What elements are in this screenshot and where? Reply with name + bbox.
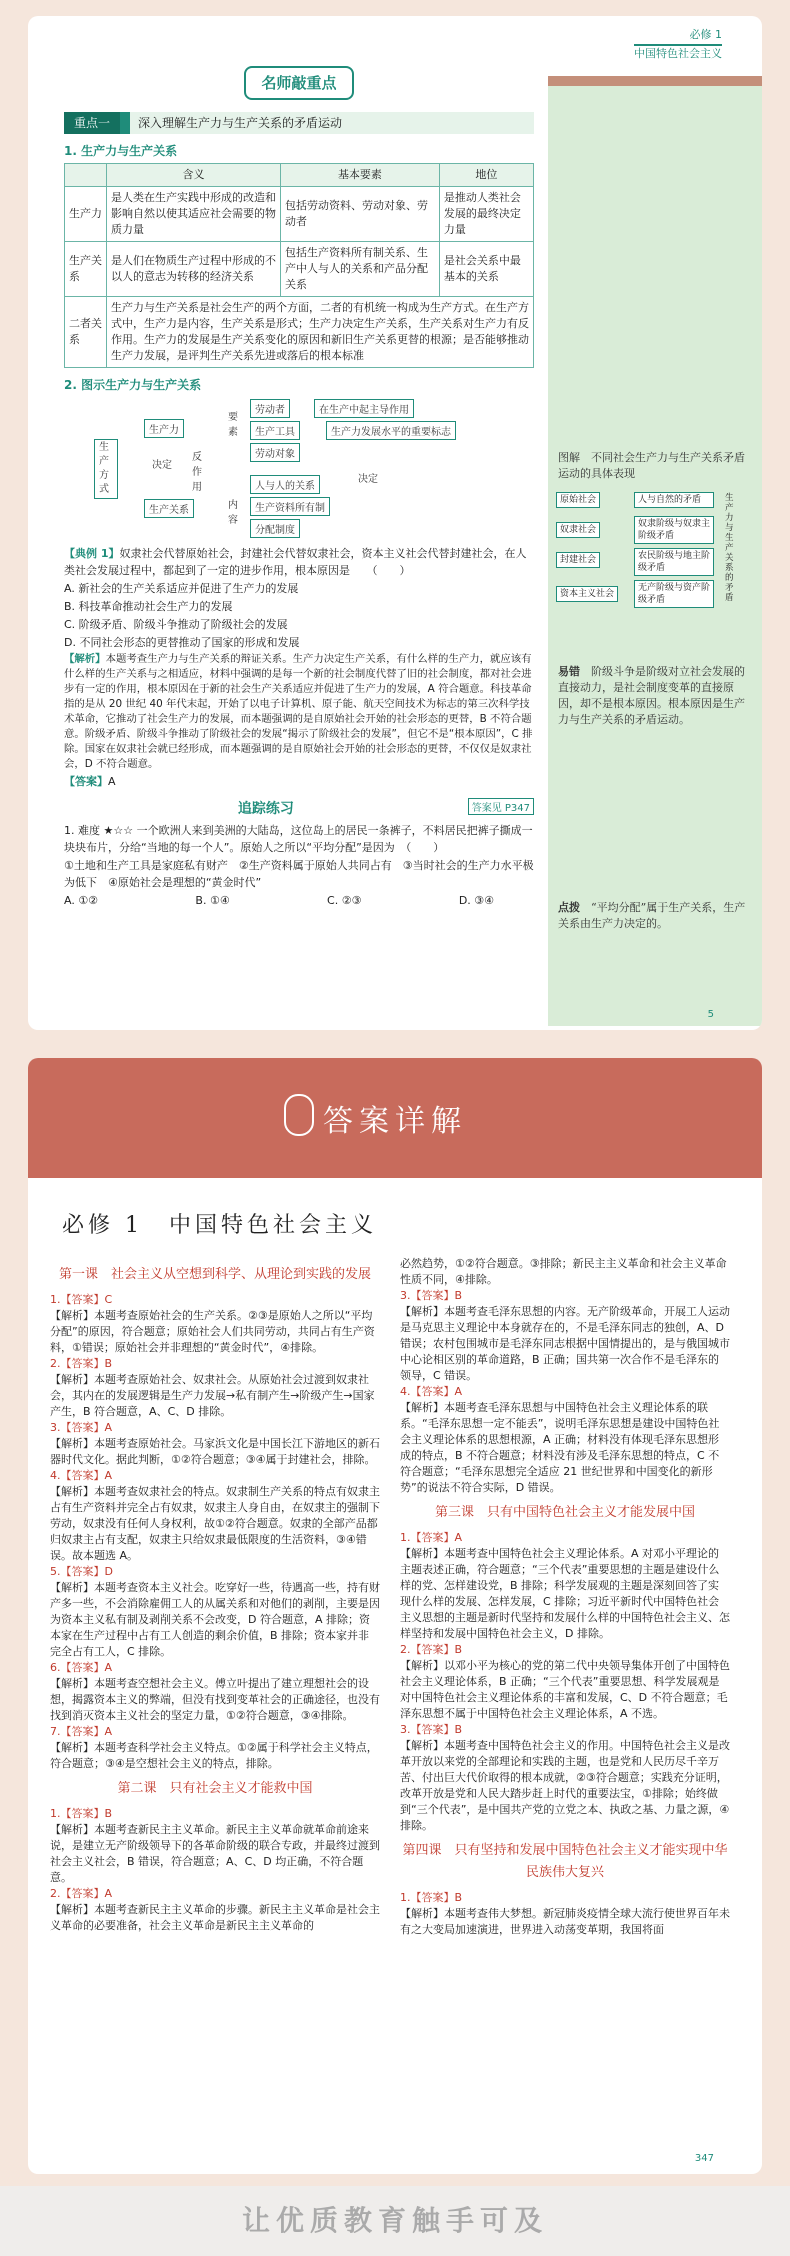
diagram-label: 内容 bbox=[224, 495, 238, 527]
answer-line: 5.【答案】D bbox=[50, 1565, 113, 1578]
track-items: ①土地和生产工具是家庭私有财产 ②生产资料属于原始人共同占有 ③当时社会的生产力水平极为低下 ④原始社会是理想的“黄金时代” bbox=[64, 859, 534, 889]
answer-line: 7.【答案】A bbox=[50, 1725, 113, 1738]
table-header: 含义 bbox=[107, 164, 281, 187]
example-question: 奴隶社会代替原始社会，封建社会代替奴隶社会，资本主义社会代替封建社会，在人类社会发展过程中，都起到了一定的进步作用，根本原因是 （ ） bbox=[64, 547, 527, 577]
track-ref[interactable]: 答案见 P347 bbox=[468, 798, 534, 815]
section-badge: 名师敲重点 bbox=[244, 66, 354, 100]
analysis-line: 【解析】本题考查空想社会主义。傅立叶提出了建立理想社会的设想，揭露资本主义的弊端，但没有找到变革社会的正确途径，也没有找到消灭资本主义社会的坚定力量，①②符合题意，③④排除。 bbox=[50, 1677, 380, 1722]
table-cell: 生产力与生产关系是社会生产的两个方面，二者的有机统一构成为生产方式。在生产方式中，生产力是内容，生产关系是形式；生产力决定生产关系，生产关系对生产力有反作用。生产力的发展是生产关系变化的原因和新旧生产关系更替的根源；是否能够推动生产力发展，是评判生产关系先进或落后的根本标准 bbox=[107, 297, 534, 368]
table-row bbox=[65, 297, 534, 368]
table-cell: 包括劳动资料、劳动对象、劳动者 bbox=[281, 187, 440, 242]
option: A. 新社会的生产关系适应并促进了生产力的发展 bbox=[64, 582, 299, 595]
answer-line: 6.【答案】A bbox=[50, 1661, 113, 1674]
analysis-tag: 【解析】 bbox=[64, 653, 106, 665]
diagram-node: 无产阶级与资产阶级矛盾 bbox=[634, 580, 714, 608]
diagram-node: 生产力发展水平的重要标志 bbox=[326, 421, 456, 440]
answer-page bbox=[28, 1058, 762, 2174]
analysis-line: 【解析】本题考查毛泽东思想与中国特色社会主义理论体系的联系。“毛泽东思想一定不能丢”，说明毛泽东思想是建设中国特色社会主义理论体系的思想根源，A 正确；材料没有体现毛泽东思想形成的特点，B 不符合题意；材料没有涉及毛泽东思想的特点，C 不符合题意；“毛泽东思想完全适应 21 世纪世界和中国变化的新形势”的说法不符合实际，D 错误。 bbox=[400, 1401, 720, 1494]
table-cell: 是人类在生产实践中形成的改造和影响自然以使其适应社会需要的物质力量 bbox=[107, 187, 281, 242]
answer-header bbox=[28, 1058, 762, 1178]
analysis-text: 本题考查生产力与生产关系的辩证关系。生产力决定生产关系，有什么样的生产力，就应该有什么样的生产关系与之相适应，材料中强调的是每一个新的社会制度代替了旧的社会制度，都对社会进步有一定的作用，根本原因在于新的社会生产关系适应并促进了生产力的发展，A 符合题意。科技革命指的是从 20 世纪 40 年代末起，开始了以电子计算机、原子能、航天空间技术为标志的第三次科学技术革命，它推动了社会生产力的发展，而本题强调的是自原始社会开始的社会形态的更替，B 不符合题意。阶级矛盾、阶级斗争推动了阶级社会的发展“揭示了阶级社会的发展”，但它不是“根本原因”，C 排除。国家在奴隶社会就已经形成，而本题强调的是自原始社会开始的社会形态的更替，不仅仅是奴隶社会，D 不符合题意。 bbox=[64, 653, 533, 770]
focus-bar bbox=[64, 112, 534, 134]
analysis-line: 【解析】以邓小平为核心的党的第二代中央领导集体开创了中国特色社会主义理论体系，B 正确；“三个代表”重要思想、科学发展观是对中国特色社会主义理论体系的丰富和发展，C、D 不符合题意；毛泽东思想不属于中国特色社会主义理论体系，A 不选。 bbox=[400, 1659, 730, 1720]
diagram-node: 人与人的关系 bbox=[250, 475, 320, 494]
example-tag: 【典例 1】 bbox=[64, 547, 120, 560]
analysis-line: 【解析】本题考查毛泽东思想的内容。无产阶级革命，开展工人运动是马克思主义理论中本身就存在的，不是毛泽东同志的独创，A、D 错误；农村包围城市是毛泽东同志根据中国情提出的，是与俄国城市中心论相区别的革命道路，B 正确；国共第一次合作不是毛泽东的领导，C 错误。 bbox=[400, 1305, 730, 1382]
option: D. 不同社会形态的更替推动了国家的形成和发展 bbox=[64, 636, 300, 649]
diagram-node: 农民阶级与地主阶级矛盾 bbox=[634, 548, 714, 576]
answer-column-right bbox=[400, 1256, 730, 1938]
table-corner bbox=[65, 164, 107, 187]
diagram-node: 原始社会 bbox=[556, 492, 600, 508]
option: C. ②③ bbox=[327, 894, 362, 907]
table-cell: 生产关系 bbox=[65, 242, 107, 297]
table-cell: 包括生产资料所有制关系、生产中人与人的关系和产品分配关系 bbox=[281, 242, 440, 297]
section-1-title: 1. 生产力与生产关系 bbox=[64, 144, 178, 158]
analysis-line: 【解析】本题考查新民主主义革命。新民主主义革命就革命前途来说，是建立无产阶级领导下的各革命阶级的联合专政，并最终过渡到社会主义社会，B 错误，符合题意；A、C、D 均正确，不符合题意。 bbox=[50, 1823, 380, 1884]
answer-line: 3.【答案】B bbox=[400, 1723, 463, 1736]
yicuo-tag: 易错 bbox=[558, 665, 580, 678]
main-column bbox=[64, 66, 534, 910]
option: B. ①④ bbox=[195, 894, 230, 907]
table-row bbox=[65, 242, 534, 297]
diagram-node: 封建社会 bbox=[556, 552, 600, 568]
diagram-node: 生产方式 bbox=[94, 439, 118, 499]
answer-line: 3.【答案】B bbox=[400, 1289, 463, 1302]
answer-line: 1.【答案】B bbox=[50, 1807, 113, 1820]
answer-line: 2.【答案】B bbox=[50, 1357, 113, 1370]
example-block bbox=[64, 545, 534, 909]
footer-slogan: 让优质教育触手可及 bbox=[0, 2186, 790, 2256]
answer-line: 2.【答案】B bbox=[400, 1643, 463, 1656]
answer-title: 答案详解 bbox=[323, 1104, 467, 1139]
answer-line: 1.【答案】A bbox=[400, 1531, 463, 1544]
analysis-line: 【解析】本题考查原始社会、奴隶社会。从原始社会过渡到奴隶社会，其内在的发展逻辑是生产力发展→私有制产生→阶级产生→国家产生，B 符合题意，A、C、D 排除。 bbox=[50, 1373, 375, 1418]
diagram-label: 要素 bbox=[224, 407, 238, 439]
answer-column-left bbox=[50, 1258, 380, 1934]
lesson-title: 第四课 只有坚持和发展中国特色社会主义才能实现中华民族伟大复兴 bbox=[402, 1843, 728, 1880]
side-title: 图解 不同社会生产力与生产关系矛盾运动的具体表现 bbox=[558, 451, 745, 480]
dianbo-text: “平均分配”属于生产关系，生产关系由生产力决定的。 bbox=[558, 901, 746, 930]
table-cell: 生产力 bbox=[65, 187, 107, 242]
option: B. 科技革命推动社会生产力的发展 bbox=[64, 600, 233, 613]
answer-tag: 【答案】 bbox=[64, 775, 108, 788]
analysis-line: 必然趋势，①②符合题意。③排除；新民主主义革命和社会主义革命性质不同，④排除。 bbox=[400, 1257, 727, 1286]
diagram-node: 生产资料所有制 bbox=[250, 497, 330, 516]
header-book: 必修 1 bbox=[689, 28, 722, 41]
answer-line: 4.【答案】A bbox=[400, 1385, 463, 1398]
header-subtitle: 中国特色社会主义 bbox=[634, 44, 722, 61]
answer-line: 4.【答案】A bbox=[50, 1469, 113, 1482]
focus-label: 重点一 bbox=[64, 112, 120, 134]
answer-line: 1.【答案】B bbox=[400, 1891, 463, 1904]
textbook-page bbox=[28, 16, 762, 1030]
option: D. ③④ bbox=[458, 894, 494, 907]
table-header: 基本要素 bbox=[281, 164, 440, 187]
diagram-node: 奴隶社会 bbox=[556, 522, 600, 538]
section-2-title: 2. 图示生产力与生产关系 bbox=[64, 378, 202, 392]
diagram-label: 生产力与生产关系的矛盾 bbox=[725, 493, 734, 603]
track-title-text: 追踪练习 bbox=[237, 801, 294, 817]
lesson-title: 第一课 社会主义从空想到科学、从理论到实践的发展 bbox=[58, 1267, 371, 1282]
table-cell: 是社会关系中最基本的关系 bbox=[439, 242, 533, 297]
side-notes-panel bbox=[548, 76, 762, 1026]
table-cell: 是推动人类社会发展的最终决定力量 bbox=[439, 187, 533, 242]
track-question: 1. 难度 ★☆☆ 一个欧洲人来到美洲的大陆岛，这位岛上的居民一条裤子，不料居民把裤子撕成一块块布片，分给“当地的每一个人”。原始人之所以“平均分配”是因为 （ ） bbox=[64, 824, 533, 854]
analysis-line: 【解析】本题考查中国特色社会主义理论体系。A 对邓小平理论的主题表述正确，符合题意；“三个代表”重要思想的主题是建设什么样的党、怎样建设党，B 排除；科学发展观的主题是深刻回答了实现什么样的发展、怎样发展，C 排除；习近平新时代中国特色社会主义思想的主题是新时代坚持和发展什么样的中国特色社会主义、怎样坚持和发展中国特色社会主义，D 排除。 bbox=[400, 1547, 730, 1640]
dianbo-note bbox=[548, 894, 762, 938]
diagram-node: 人与自然的矛盾 bbox=[634, 492, 714, 508]
diagram-label: 决定 bbox=[354, 469, 382, 486]
answer-line: 1.【答案】C bbox=[50, 1293, 113, 1306]
table-cell: 是人们在物质生产过程中形成的不以人的意志为转移的经济关系 bbox=[107, 242, 281, 297]
diagram-label: 反作用 bbox=[188, 447, 202, 494]
diagram-node: 生产工具 bbox=[250, 421, 300, 440]
page-number: 347 bbox=[694, 2153, 714, 2164]
diagram-node: 在生产中起主导作用 bbox=[314, 399, 414, 418]
diagram-label: 决定 bbox=[148, 455, 176, 472]
analysis-line: 【解析】本题考查伟大梦想。新冠肺炎疫情全球大流行使世界百年未有之大变局加速演进，世界进入动荡变革期，我国将面 bbox=[400, 1907, 730, 1936]
lesson-title: 第二课 只有社会主义才能救中国 bbox=[117, 1781, 313, 1796]
yicuo-note bbox=[548, 658, 762, 734]
page-number: 5 bbox=[707, 1009, 714, 1020]
side-diagram bbox=[548, 488, 762, 618]
option: A. ①② bbox=[64, 894, 99, 907]
table-cell: 二者关系 bbox=[65, 297, 107, 368]
analysis-line: 【解析】本题考查资本主义社会。吃穿好一些，待遇高一些，持有财产多一些，不会消除雇佣工人的从属关系和对他们的剥削，主要是因为资本主义私有制及剥削关系不会改变，D 符合题意，A 排除；资本家在生产过程中占有工人创造的剩余价值，B 排除；资本家并非完全占有工人，C 排除。 bbox=[50, 1581, 380, 1658]
analysis-line: 【解析】本题考查新民主主义革命的步骤。新民主主义革命是社会主义革命的必要准备，社会主义革命是新民主主义革命的 bbox=[50, 1903, 380, 1932]
diagram-node: 生产力 bbox=[144, 419, 184, 438]
analysis-line: 【解析】本题考查奴隶社会的特点。奴隶制生产关系的特点有奴隶主占有生产资料并完全占有奴隶，奴隶主人身自由，在奴隶主的强制下劳动，奴隶没有任何人身权利，故①②符合题意。奴隶的全部产品都归奴隶主占有支配，奴隶主只给奴隶最低限度的生活资料，③④错误。故本题选 A。 bbox=[50, 1485, 380, 1562]
option: C. 阶级矛盾、阶级斗争推动了阶级社会的发展 bbox=[64, 618, 288, 631]
book-title: 必修 1 中国特色社会主义 bbox=[62, 1213, 377, 1238]
diagram-node: 资本主义社会 bbox=[556, 586, 618, 602]
answer-line: 2.【答案】A bbox=[50, 1887, 113, 1900]
analysis-line: 【解析】本题考查原始社会。马家浜文化是中国长江下游地区的新石器时代文化。据此判断，①②符合题意；③④属于封建社会，排除。 bbox=[50, 1437, 380, 1466]
diagram-node: 劳动对象 bbox=[250, 443, 300, 462]
yicuo-text: 阶级斗争是阶级对立社会发展的直接动力，是社会制度变革的直接原因，却不是根本原因。根本原因是生产力与生产关系的矛盾运动。 bbox=[558, 665, 745, 726]
lesson-title: 第三课 只有中国特色社会主义才能发展中国 bbox=[434, 1505, 695, 1520]
table-header: 地位 bbox=[439, 164, 533, 187]
diagram-node: 劳动者 bbox=[250, 399, 290, 418]
answer-value: A bbox=[108, 775, 116, 788]
diagram-node: 分配制度 bbox=[250, 519, 300, 538]
concept-table bbox=[64, 163, 534, 368]
analysis-line: 【解析】本题考查科学社会主义特点。①②属于科学社会主义特点，符合题意；③④是空想社会主义的特点，排除。 bbox=[50, 1741, 378, 1770]
page-header bbox=[634, 28, 722, 61]
diagram-node: 奴隶阶级与奴隶主阶级矛盾 bbox=[634, 516, 714, 544]
analysis-line: 【解析】本题考查原始社会的生产关系。②③是原始人之所以“平均分配”的原因，符合题意；原始社会人们共同劳动，共同占有生产资料，①错误；原始社会并非理想的“黄金时代”，④排除。 bbox=[50, 1309, 375, 1354]
track-title bbox=[64, 798, 534, 818]
diagram-node: 生产关系 bbox=[144, 499, 194, 518]
table-row bbox=[65, 187, 534, 242]
answer-line: 3.【答案】A bbox=[50, 1421, 113, 1434]
relation-diagram bbox=[64, 399, 534, 539]
focus-text: 深入理解生产力与生产关系的矛盾运动 bbox=[130, 112, 534, 134]
dianbo-tag: 点拨 bbox=[558, 901, 580, 914]
analysis-line: 【解析】本题考查中国特色社会主义的作用。中国特色社会主义是改革开放以来党的全部理论和实践的主题，也是党和人民历尽千辛万苦、付出巨大代价取得的根本成就，②③符合题意；实践充分证明，改革开放是党和人民大踏步赶上时代的重要法宝，①排除；始终做到“三个代表”，是中国共产党的立党之本、执政之基、力量之源，④排除。 bbox=[400, 1739, 730, 1832]
